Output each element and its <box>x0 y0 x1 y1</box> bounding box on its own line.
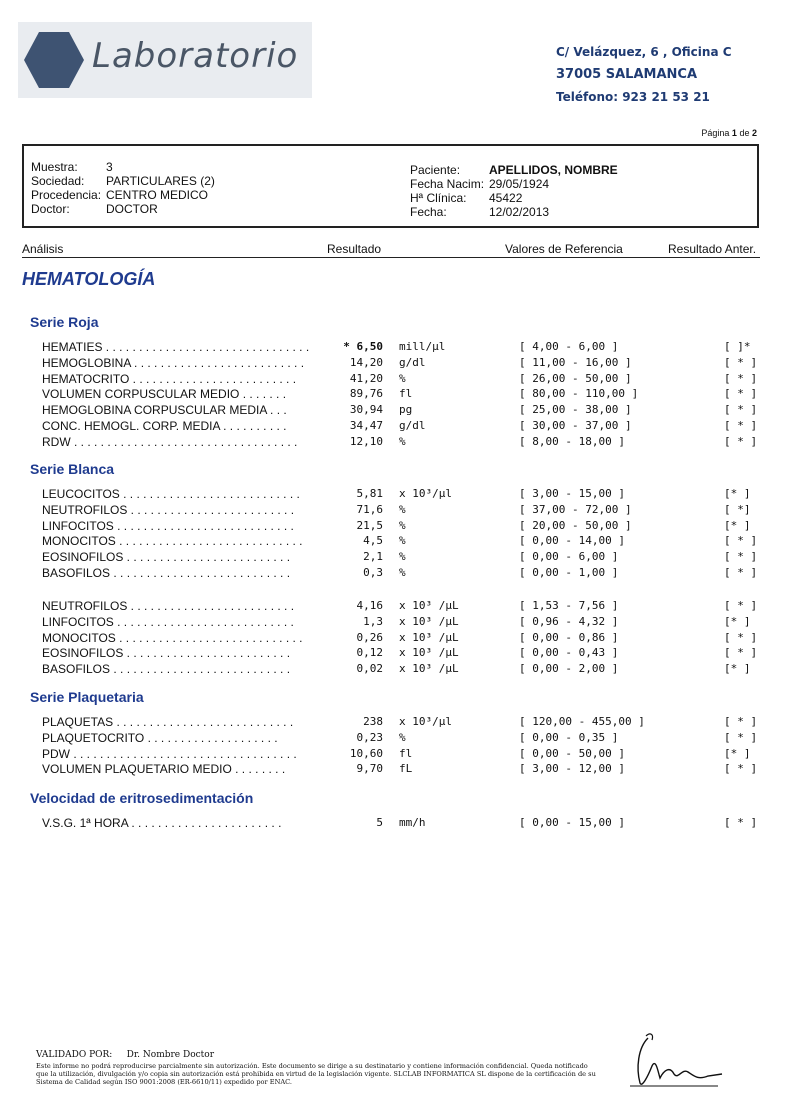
result-row <box>0 340 785 355</box>
result-unit: mm/h <box>399 816 426 829</box>
result-row <box>0 519 785 534</box>
result-reference: [ 3,00 - 15,00 ] <box>519 487 625 500</box>
paciente-label: Paciente: <box>410 163 461 177</box>
result-previous: [* ] <box>724 746 751 760</box>
result-value: 1,3 <box>363 614 383 628</box>
result-unit: x 10³/µl <box>399 487 452 500</box>
result-value: 71,6 <box>356 502 383 516</box>
result-reference: [ 20,00 - 50,00 ] <box>519 518 632 532</box>
result-previous: [ * ] <box>724 371 758 385</box>
result-previous: [ * ] <box>724 646 758 660</box>
result-value: 5,81 <box>356 487 383 500</box>
result-name: CONC. HEMOGL. CORP. MEDIA . . . . . . . . . . <box>42 419 287 433</box>
result-value: 41,20 <box>349 371 383 385</box>
result-previous: [ * ] <box>724 566 758 579</box>
result-reference: [ 3,00 - 12,00 ] <box>519 762 625 776</box>
result-reference: [ 37,00 - 72,00 ] <box>519 502 632 516</box>
result-previous: [ * ] <box>724 730 758 744</box>
result-row <box>0 435 785 450</box>
result-value: 0,23 <box>356 730 383 744</box>
result-previous: [ * ] <box>724 434 758 448</box>
result-previous: [* ] <box>724 487 751 500</box>
result-unit: % <box>399 371 406 385</box>
phone: Teléfono: 923 21 53 21 <box>556 90 710 104</box>
result-previous: [ *] <box>724 502 751 516</box>
result-reference: [ 25,00 - 38,00 ] <box>519 403 632 417</box>
signature-image <box>618 1028 728 1092</box>
result-unit: % <box>399 730 406 744</box>
validado-label: VALIDADO POR: <box>36 1050 113 1060</box>
result-row <box>0 731 785 746</box>
result-row <box>0 615 785 630</box>
result-reference: [ 0,00 - 0,86 ] <box>519 630 619 644</box>
result-value: 4,16 <box>356 599 383 612</box>
header-divider <box>22 257 760 258</box>
result-unit: x 10³ /µL <box>399 630 459 644</box>
result-row <box>0 566 785 581</box>
paciente-value: APELLIDOS, NOMBRE <box>489 163 618 177</box>
result-reference: [ 8,00 - 18,00 ] <box>519 434 625 448</box>
result-value: 30,94 <box>349 403 383 417</box>
result-reference: [ 0,00 - 2,00 ] <box>519 662 619 676</box>
result-name: NEUTROFILOS . . . . . . . . . . . . . . . . . . . . . . . . . <box>42 599 295 613</box>
col-referencia: Valores de Referencia <box>505 242 623 256</box>
page-of: de <box>739 128 750 138</box>
result-unit: fl <box>399 387 413 401</box>
logo-text: Laboratorio <box>92 36 299 76</box>
legal-text: Este informe no podrá reproducirse parcialmente sin autorización. Este documento se dirige a su destinatario y contiene información confidencial. Queda notificado que la utilización, divulgación y/o copia sin autorización está prohibida en virtud de la legislación vigente. SLCLAB INFORMATICA SL dispone de la certificación de su Sistema de Calidad según ISO 9001:2008 (ER-6610/11) expedido por ENAC. <box>36 1062 596 1086</box>
result-name: LEUCOCITOS . . . . . . . . . . . . . . . . . . . . . . . . . . . <box>42 487 300 501</box>
result-value: 89,76 <box>349 387 383 401</box>
result-unit: g/dl <box>399 355 426 369</box>
result-unit: pg <box>399 403 413 417</box>
result-previous: [ * ] <box>724 419 758 432</box>
page-total: 2 <box>751 128 757 138</box>
result-name: PLAQUETOCRITO . . . . . . . . . . . . . . . . . . . . <box>42 730 278 745</box>
result-previous: [ ]* <box>724 340 751 353</box>
result-previous: [* ] <box>724 614 751 628</box>
result-name: HEMATIES . . . . . . . . . . . . . . . . . . . . . . . . . . . . . . . <box>42 340 310 354</box>
result-name: HEMOGLOBINA . . . . . . . . . . . . . . . . . . . . . . . . . . <box>42 355 305 370</box>
hexagon-logo-icon <box>24 30 84 90</box>
result-row <box>0 403 785 418</box>
result-reference: [ 4,00 - 6,00 ] <box>519 340 619 353</box>
fecha-nacim-label: Fecha Nacim: <box>410 177 485 191</box>
result-row <box>0 816 785 831</box>
result-value: 0,3 <box>363 566 383 579</box>
result-value: 0,02 <box>356 662 383 676</box>
result-name: LINFOCITOS . . . . . . . . . . . . . . . . . . . . . . . . . . . <box>42 614 294 629</box>
result-value: 5 <box>376 816 383 829</box>
result-row <box>0 747 785 762</box>
result-row <box>0 387 785 402</box>
result-reference: [ 30,00 - 37,00 ] <box>519 419 632 432</box>
result-name: PDW . . . . . . . . . . . . . . . . . . . . . . . . . . . . . . . . . . <box>42 746 297 761</box>
result-row <box>0 631 785 646</box>
col-resultado: Resultado <box>327 242 382 256</box>
result-name: HEMOGLOBINA CORPUSCULAR MEDIA . . . <box>42 403 287 418</box>
result-unit: fl <box>399 746 413 760</box>
result-value: 238 <box>363 715 383 728</box>
result-unit: % <box>399 518 406 532</box>
result-name: V.S.G. 1ª HORA . . . . . . . . . . . . . . . . . . . . . . . <box>42 816 282 830</box>
result-reference: [ 26,00 - 50,00 ] <box>519 371 632 385</box>
result-row <box>0 599 785 614</box>
result-unit: % <box>399 534 406 548</box>
result-previous: [* ] <box>724 662 751 676</box>
col-anterior: Resultado Anter. <box>668 242 757 256</box>
result-name: NEUTROFILOS . . . . . . . . . . . . . . . . . . . . . . . . . <box>42 502 295 517</box>
result-previous: [ * ] <box>724 630 758 644</box>
page-number <box>701 128 757 138</box>
muestra-value: 3 <box>106 160 113 174</box>
result-row <box>0 356 785 371</box>
result-unit: % <box>399 566 406 579</box>
result-reference: [ 0,00 - 1,00 ] <box>519 566 619 579</box>
result-reference: [ 0,00 - 0,43 ] <box>519 646 619 660</box>
result-previous: [ * ] <box>724 599 758 612</box>
result-row <box>0 715 785 730</box>
result-name: HEMATOCRITO . . . . . . . . . . . . . . . . . . . . . . . . . <box>42 371 297 386</box>
result-value: 12,10 <box>349 434 383 448</box>
group-title-blanca: Serie Blanca <box>30 461 115 477</box>
result-row <box>0 646 785 661</box>
clinica-label: Hª Clínica: <box>410 191 467 205</box>
result-row <box>0 534 785 549</box>
page-current: 1 <box>731 128 737 138</box>
result-unit: x 10³ /µL <box>399 599 459 612</box>
address-line2: 37005 SALAMANCA <box>556 67 698 82</box>
result-name: BASOFILOS . . . . . . . . . . . . . . . . . . . . . . . . . . . <box>42 566 291 580</box>
result-previous: [ * ] <box>724 355 758 369</box>
result-row <box>0 372 785 387</box>
sociedad-label: Sociedad: <box>31 174 85 188</box>
result-previous: [ * ] <box>724 534 758 548</box>
result-unit: % <box>399 434 406 448</box>
result-row <box>0 503 785 518</box>
result-value: 2,1 <box>363 550 383 564</box>
result-reference: [ 0,96 - 4,32 ] <box>519 614 619 628</box>
result-reference: [ 0,00 - 6,00 ] <box>519 550 619 564</box>
result-value: 0,26 <box>356 630 383 644</box>
result-value: 14,20 <box>349 355 383 369</box>
result-reference: [ 0,00 - 14,00 ] <box>519 534 625 548</box>
group-title-vsg: Velocidad de eritrosedimentación <box>30 790 254 806</box>
result-unit: x 10³ /µL <box>399 662 459 676</box>
fecha-label: Fecha: <box>410 205 447 219</box>
result-name: EOSINOFILOS . . . . . . . . . . . . . . . . . . . . . . . . . <box>42 550 291 565</box>
sociedad-value: PARTICULARES (2) <box>106 174 215 188</box>
result-reference: [ 0,00 - 50,00 ] <box>519 746 625 760</box>
result-row <box>0 487 785 502</box>
result-unit: % <box>399 502 406 516</box>
procedencia-value: CENTRO MEDICO <box>106 188 208 202</box>
clinica-value: 45422 <box>489 191 523 205</box>
result-reference: [ 11,00 - 16,00 ] <box>519 355 632 369</box>
result-row <box>0 550 785 565</box>
result-reference: [ 0,00 - 0,35 ] <box>519 730 619 744</box>
result-previous: [ * ] <box>724 762 758 776</box>
section-title: HEMATOLOGÍA <box>22 269 156 289</box>
result-value: 21,5 <box>356 518 383 532</box>
result-row <box>0 419 785 434</box>
result-name: MONOCITOS . . . . . . . . . . . . . . . . . . . . . . . . . . . . <box>42 630 303 645</box>
procedencia-label: Procedencia: <box>31 188 102 202</box>
page-label: Página <box>701 128 730 138</box>
result-reference: [ 1,53 - 7,56 ] <box>519 599 619 612</box>
result-row <box>0 662 785 677</box>
result-unit: % <box>399 550 406 564</box>
muestra-label: Muestra: <box>31 160 78 174</box>
result-previous: [ * ] <box>724 387 758 401</box>
result-unit: g/dl <box>399 419 426 432</box>
result-name: BASOFILOS . . . . . . . . . . . . . . . . . . . . . . . . . . . <box>42 662 291 677</box>
group-title-plaquetaria: Serie Plaquetaria <box>30 689 144 705</box>
result-value: 0,12 <box>356 646 383 660</box>
result-unit: x 10³ /µL <box>399 614 459 628</box>
result-name: VOLUMEN CORPUSCULAR MEDIO . . . . . . . <box>42 387 287 402</box>
result-name: EOSINOFILOS . . . . . . . . . . . . . . . . . . . . . . . . . <box>42 646 291 661</box>
result-unit: mill/µl <box>399 340 446 353</box>
result-value: 9,70 <box>356 762 383 776</box>
result-unit: x 10³ /µL <box>399 646 459 660</box>
result-name: PLAQUETAS . . . . . . . . . . . . . . . . . . . . . . . . . . . <box>42 715 294 729</box>
validado-por <box>36 1050 214 1060</box>
result-name: VOLUMEN PLAQUETARIO MEDIO . . . . . . . . <box>42 762 286 777</box>
result-value: 34,47 <box>349 419 383 432</box>
result-reference: [ 120,00 - 455,00 ] <box>519 715 645 728</box>
result-row <box>0 762 785 777</box>
result-previous: [ * ] <box>724 403 758 417</box>
result-name: MONOCITOS . . . . . . . . . . . . . . . . . . . . . . . . . . . . <box>42 534 303 549</box>
result-previous: [ * ] <box>724 816 758 829</box>
fecha-value: 12/02/2013 <box>489 205 550 219</box>
validado-name: Dr. Nombre Doctor <box>126 1050 214 1060</box>
result-name: LINFOCITOS . . . . . . . . . . . . . . . . . . . . . . . . . . . <box>42 518 294 533</box>
result-unit: fL <box>399 762 413 776</box>
result-reference: [ 80,00 - 110,00 ] <box>519 387 639 401</box>
doctor-label: Doctor: <box>31 202 70 216</box>
doctor-value: DOCTOR <box>106 202 158 216</box>
result-reference: [ 0,00 - 15,00 ] <box>519 816 625 829</box>
result-previous: [ * ] <box>724 715 758 728</box>
result-value: 10,60 <box>349 746 383 760</box>
address-line1: C/ Velázquez, 6 , Oficina C <box>556 45 732 59</box>
group-title-roja: Serie Roja <box>30 314 99 330</box>
result-unit: x 10³/µl <box>399 715 452 728</box>
result-value: 4,5 <box>363 534 383 548</box>
col-analisis: Análisis <box>22 242 64 256</box>
result-previous: [* ] <box>724 518 751 532</box>
fecha-nacim-value: 29/05/1924 <box>489 177 550 191</box>
result-name: RDW . . . . . . . . . . . . . . . . . . . . . . . . . . . . . . . . . . <box>42 434 298 449</box>
result-value: * 6,50 <box>343 340 383 353</box>
result-previous: [ * ] <box>724 550 758 564</box>
